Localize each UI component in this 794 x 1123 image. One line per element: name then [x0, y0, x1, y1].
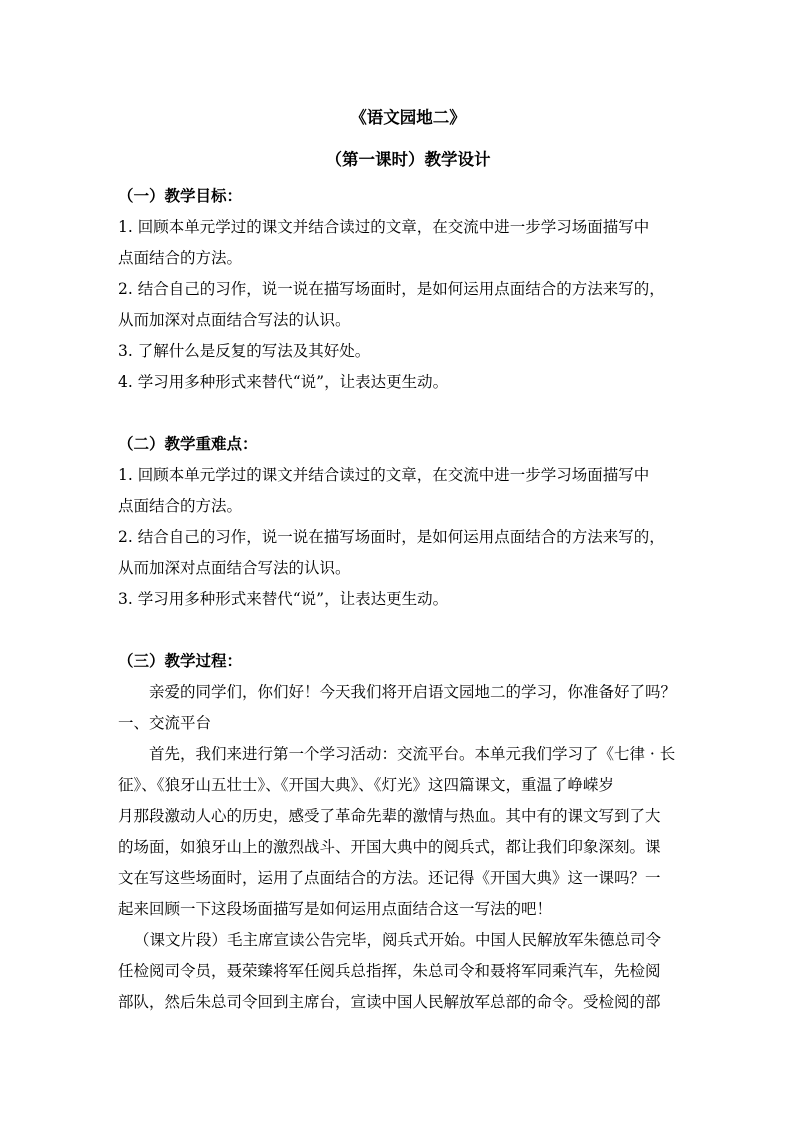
key-point-line: 3. 学习用多种形式来替代“说”，让表达更生动。 — [118, 590, 449, 608]
paragraph-line: 月那段激动人心的历史，感受了革命先辈的激情与热血。其中有的课文写到了大 — [118, 807, 661, 825]
excerpt-line: （课文片段）毛主席宣读公告完毕，阅兵式开始。中国人民解放军朱德总司令 — [134, 931, 662, 949]
goal-line: 1. 回顾本单元学过的课文并结合读过的文章，在交流中进一步学习场面描写中 — [118, 218, 650, 236]
part-heading-exchange-platform: 一、交流平台 — [118, 714, 212, 732]
excerpt-line: 部队，然后朱总司令回到主席台，宣读中国人民解放军总部的命令。受检阅的部 — [118, 993, 661, 1011]
goal-line: 从而加深对点面结合写法的认识。 — [118, 311, 351, 329]
goal-line: 4. 学习用多种形式来替代“说”，让表达更生动。 — [118, 373, 449, 391]
paragraph-line: 首先，我们来进行第一个学习活动：交流平台。本单元我们学习了《七律 · 长 — [149, 745, 676, 763]
key-point-line: 2. 结合自己的习作，说一说在描写场面时，是如何运用点面结合的方法来写的， — [118, 528, 665, 546]
goal-line: 3. 了解什么是反复的写法及其好处。 — [118, 342, 371, 360]
excerpt-line: 任检阅司令员，聂荣臻将军任阅兵总指挥，朱总司令和聂将军同乘汽车，先检阅 — [118, 962, 661, 980]
greeting-paragraph: 亲爱的同学们，你们好！今天我们将开启语文园地二的学习，你准备好了吗？ — [149, 683, 677, 701]
key-point-line: 1. 回顾本单元学过的课文并结合读过的文章，在交流中进一步学习场面描写中 — [118, 466, 650, 484]
section-heading-key-points: （二）教学重难点： — [118, 435, 258, 453]
goal-line: 点面结合的方法。 — [118, 249, 243, 267]
document-subtitle: （第一课时）教学设计 — [325, 150, 491, 169]
key-point-line: 点面结合的方法。 — [118, 497, 243, 515]
document-title: 《语文园地二》 — [350, 108, 466, 127]
paragraph-line: 起来回顾一下这段场面描写是如何运用点面结合这一写法的吧！ — [118, 900, 553, 918]
paragraph-line: 文在写这些场面时，运用了点面结合的方法。还记得《开国大典》这一课吗？一 — [118, 869, 661, 887]
section-heading-process: （三）教学过程： — [118, 652, 243, 670]
paragraph-line: 的场面，如狼牙山上的激烈战斗、开国大典中的阅兵式，都让我们印象深刻。课 — [118, 838, 661, 856]
key-point-line: 从而加深对点面结合写法的认识。 — [118, 559, 351, 577]
goal-line: 2. 结合自己的习作，说一说在描写场面时，是如何运用点面结合的方法来写的， — [118, 280, 665, 298]
paragraph-line: 征》、《狼牙山五壮士》、《开国大典》、《灯光》这四篇课文，重温了峥嵘岁 — [118, 776, 615, 794]
section-heading-goals: （一）教学目标： — [118, 187, 243, 205]
document-page — [118, 96, 680, 1018]
